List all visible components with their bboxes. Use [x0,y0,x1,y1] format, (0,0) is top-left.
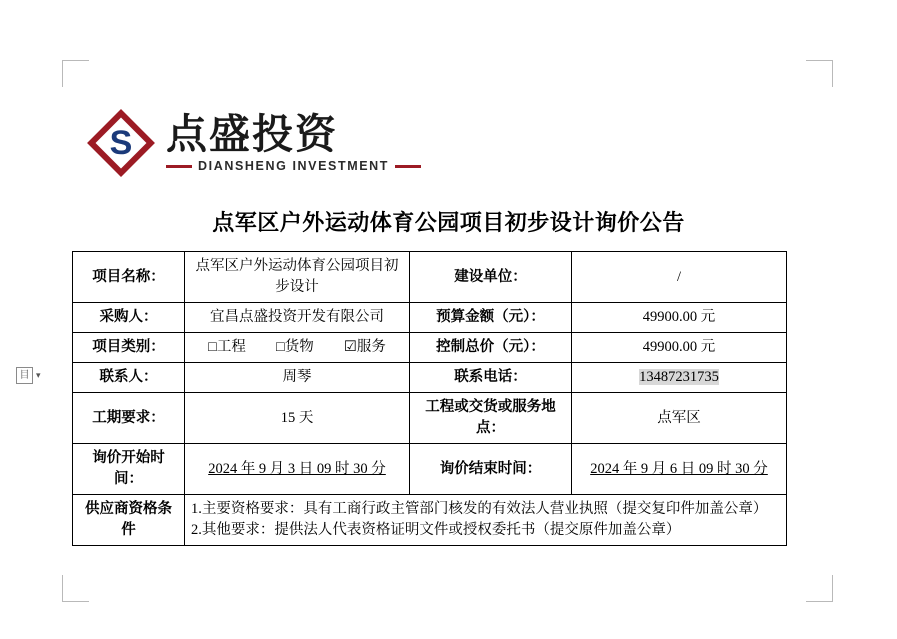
logo-en-row [166,159,421,173]
logo-rule-left [166,165,192,168]
label-project-category: 项目类别： [73,333,185,363]
crop-mark-top-left [62,60,89,87]
value-contact-phone [572,363,787,393]
label-end-time: 询价结束时间： [410,444,572,495]
announcement-table [72,251,787,546]
checkbox-goods-box: □ [276,339,285,356]
value-supplier-qualification [185,495,787,546]
table-row [73,252,787,303]
logo-diamond-icon [82,107,160,179]
label-control-price: 控制总价（元）： [410,333,572,363]
qualification-line-1: 1.主要资格要求：具有工商行政主管部门核发的有效法人营业执照（提交复印件加盖公章） [191,501,768,518]
start-time-text: 2024 年 9 月 3 日 09 时 30 分 [208,460,386,477]
crop-mark-top-right [806,60,833,87]
label-contact-phone: 联系电话： [410,363,572,393]
table-row [73,495,787,546]
label-supplier-qualification: 供应商资格条件 [73,495,185,546]
logo-company-en: DIANSHENG INVESTMENT [198,159,390,174]
label-budget-amount: 预算金额（元）： [410,303,572,333]
checkbox-goods[interactable] [276,337,314,358]
value-construction-unit: / [572,252,787,303]
qualification-line-2: 2.其他要求：提供法人代表资格证明文件或授权委托书（提交原件加盖公章） [191,522,681,539]
table-row [73,333,787,363]
logo-letter: S [109,124,133,162]
checkbox-engineering-label: 工程 [216,339,246,356]
page-view-control[interactable] [16,367,41,384]
crop-mark-bottom-left [62,575,89,602]
table-row [73,393,787,444]
checkbox-engineering[interactable] [208,337,246,358]
label-start-time: 询价开始时间： [73,444,185,495]
page-title: 点军区户外运动体育公园项目初步设计询价公告 [212,210,685,235]
label-duration: 工期要求： [73,393,185,444]
value-control-price: 49900.00 元 [572,333,787,363]
value-duration: 15 天 [185,393,410,444]
value-contact-person: 周琴 [185,363,410,393]
value-project-category [185,333,410,363]
value-start-time [185,444,410,495]
contact-phone-highlight: 13487231735 [639,369,719,386]
checkbox-service-label: 服务 [356,339,386,356]
logo-rule-right [395,165,421,168]
logo-text-block [166,110,421,174]
label-location: 工程或交货或服务地点： [410,393,572,444]
value-end-time [572,444,787,495]
page-layout-icon[interactable]: 目 [16,367,33,384]
checkbox-engineering-box: □ [208,339,217,356]
table-row [73,363,787,393]
logo-company-cn: 点盛投资 [166,110,338,157]
checkbox-service[interactable] [344,337,386,358]
value-location: 点军区 [572,393,787,444]
crop-mark-bottom-right [806,575,833,602]
chevron-down-icon[interactable]: ▾ [36,370,41,380]
company-logo [82,104,432,182]
checkbox-goods-label: 货物 [284,339,314,356]
value-project-name: 点军区户外运动体育公园项目初步设计 [185,252,410,303]
checkbox-service-box: ☑ [343,339,357,356]
table-row [73,444,787,495]
label-contact-person: 联系人： [73,363,185,393]
value-purchaser: 宜昌点盛投资开发有限公司 [185,303,410,333]
table-row [73,303,787,333]
label-purchaser: 采购人： [73,303,185,333]
label-construction-unit: 建设单位： [410,252,572,303]
label-project-name: 项目名称： [73,252,185,303]
end-time-text: 2024 年 9 月 6 日 09 时 30 分 [590,460,768,477]
value-budget-amount: 49900.00 元 [572,303,787,333]
